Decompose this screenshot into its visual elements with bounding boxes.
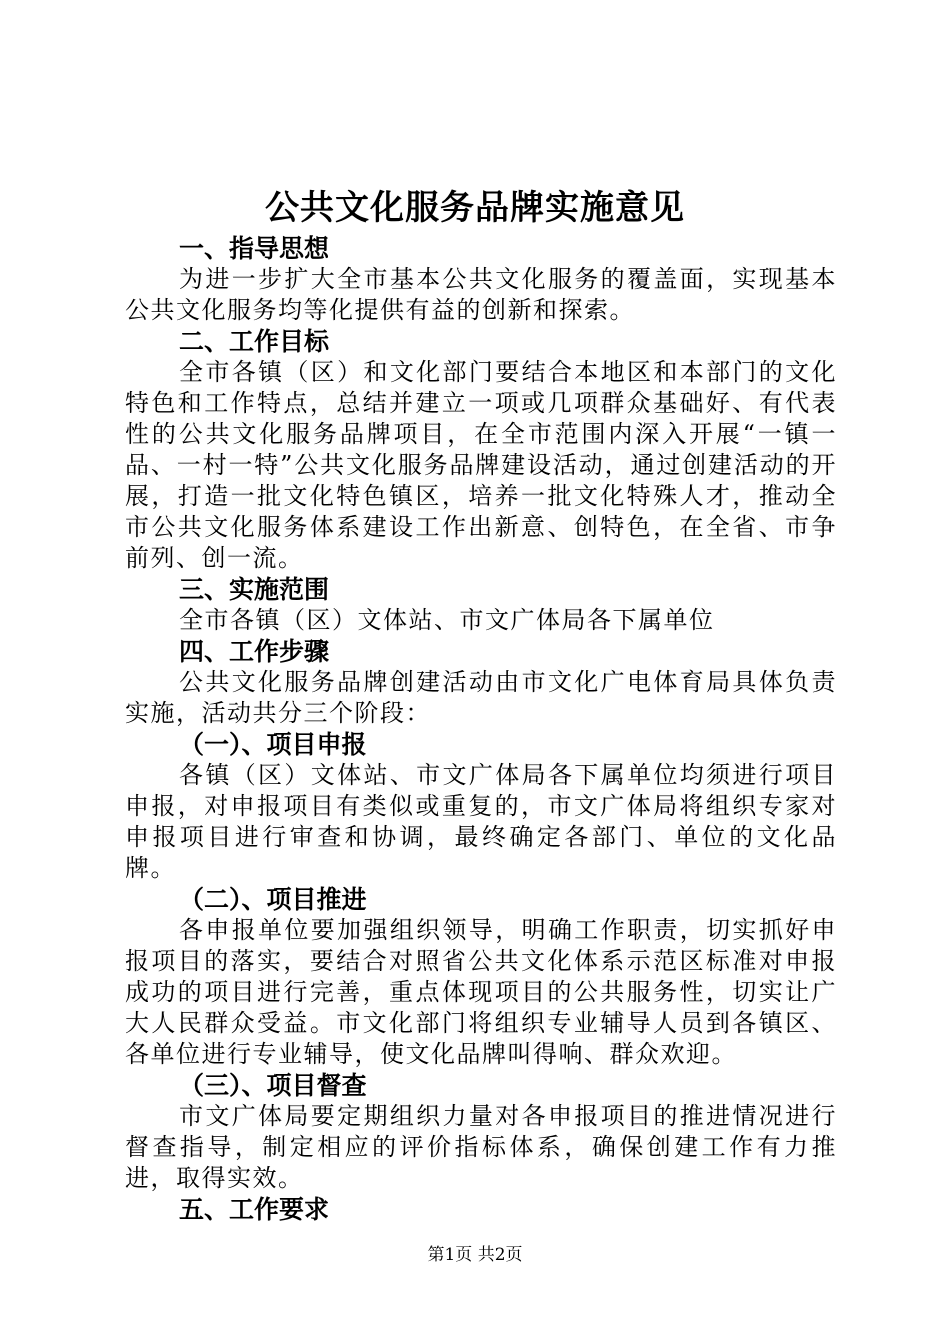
section-text-work-goals: 全市各镇（区）和文化部门要结合本地区和本部门的文化特色和工作特点，总结并建立一项或几项群众基础好、有代表性的公共文化服务品牌项目，在全市范围内深入开展“一镇一品、一村一特”公共文化服务品牌建设活动，通过创建活动的开展，打造一批文化特色镇区，培养一批文化特殊人才，推动全市公共文化服务体系建设工作出新意、创特色，在全省、市争前列、创一流。 <box>125 358 837 572</box>
section-text-scope: 全市各镇（区）文体站、市文广体局各下属单位 <box>179 606 715 634</box>
section-heading-project-supervision: （三）、项目督查 <box>179 1071 367 1100</box>
section-text-project-supervision: 市文广体局要定期组织力量对各申报项目的推进情况进行督查指导，制定相应的评价指标体系，确保创建工作有力推进，取得实效。 <box>125 1102 837 1192</box>
section-heading-project-application: （一）、项目申报 <box>179 730 367 759</box>
section-heading-work-requirements: 五、工作要求 <box>179 1195 330 1224</box>
section-heading-scope: 三、实施范围 <box>179 575 330 604</box>
section-heading-work-goals: 二、工作目标 <box>179 327 330 356</box>
section-text-project-promotion: 各申报单位要加强组织领导，明确工作职责，切实抓好申报项目的落实，要结合对照省公共文化体系示范区标准对申报成功的项目进行完善，重点体现项目的公共服务性，切实让广大人民群众受益。市文化部门将组织专业辅导人员到各镇区、各单位进行专业辅导，使文化品牌叫得响、群众欢迎。 <box>125 916 837 1068</box>
section-text-work-steps: 公共文化服务品牌创建活动由市文化广电体育局具体负责实施，活动共分三个阶段： <box>125 668 837 727</box>
section-text-guiding-thought: 为进一步扩大全市基本公共文化服务的覆盖面，实现基本公共文化服务均等化提供有益的创新和探索。 <box>125 265 837 324</box>
section-text-project-application: 各镇（区）文体站、市文广体局各下属单位均须进行项目申报，对申报项目有类似或重复的，市文广体局将组织专家对申报项目进行审查和协调，最终确定各部门、单位的文化品牌。 <box>125 761 837 882</box>
section-heading-project-promotion: （二）、项目推进 <box>179 885 367 914</box>
document-title: 公共文化服务品牌实施意见 <box>265 188 685 228</box>
section-heading-guiding-thought: 一、指导思想 <box>179 234 330 263</box>
section-heading-work-steps: 四、工作步骤 <box>179 637 330 666</box>
document-body <box>125 233 837 1225</box>
page-footer: 第1页 共2页 <box>427 1245 523 1265</box>
